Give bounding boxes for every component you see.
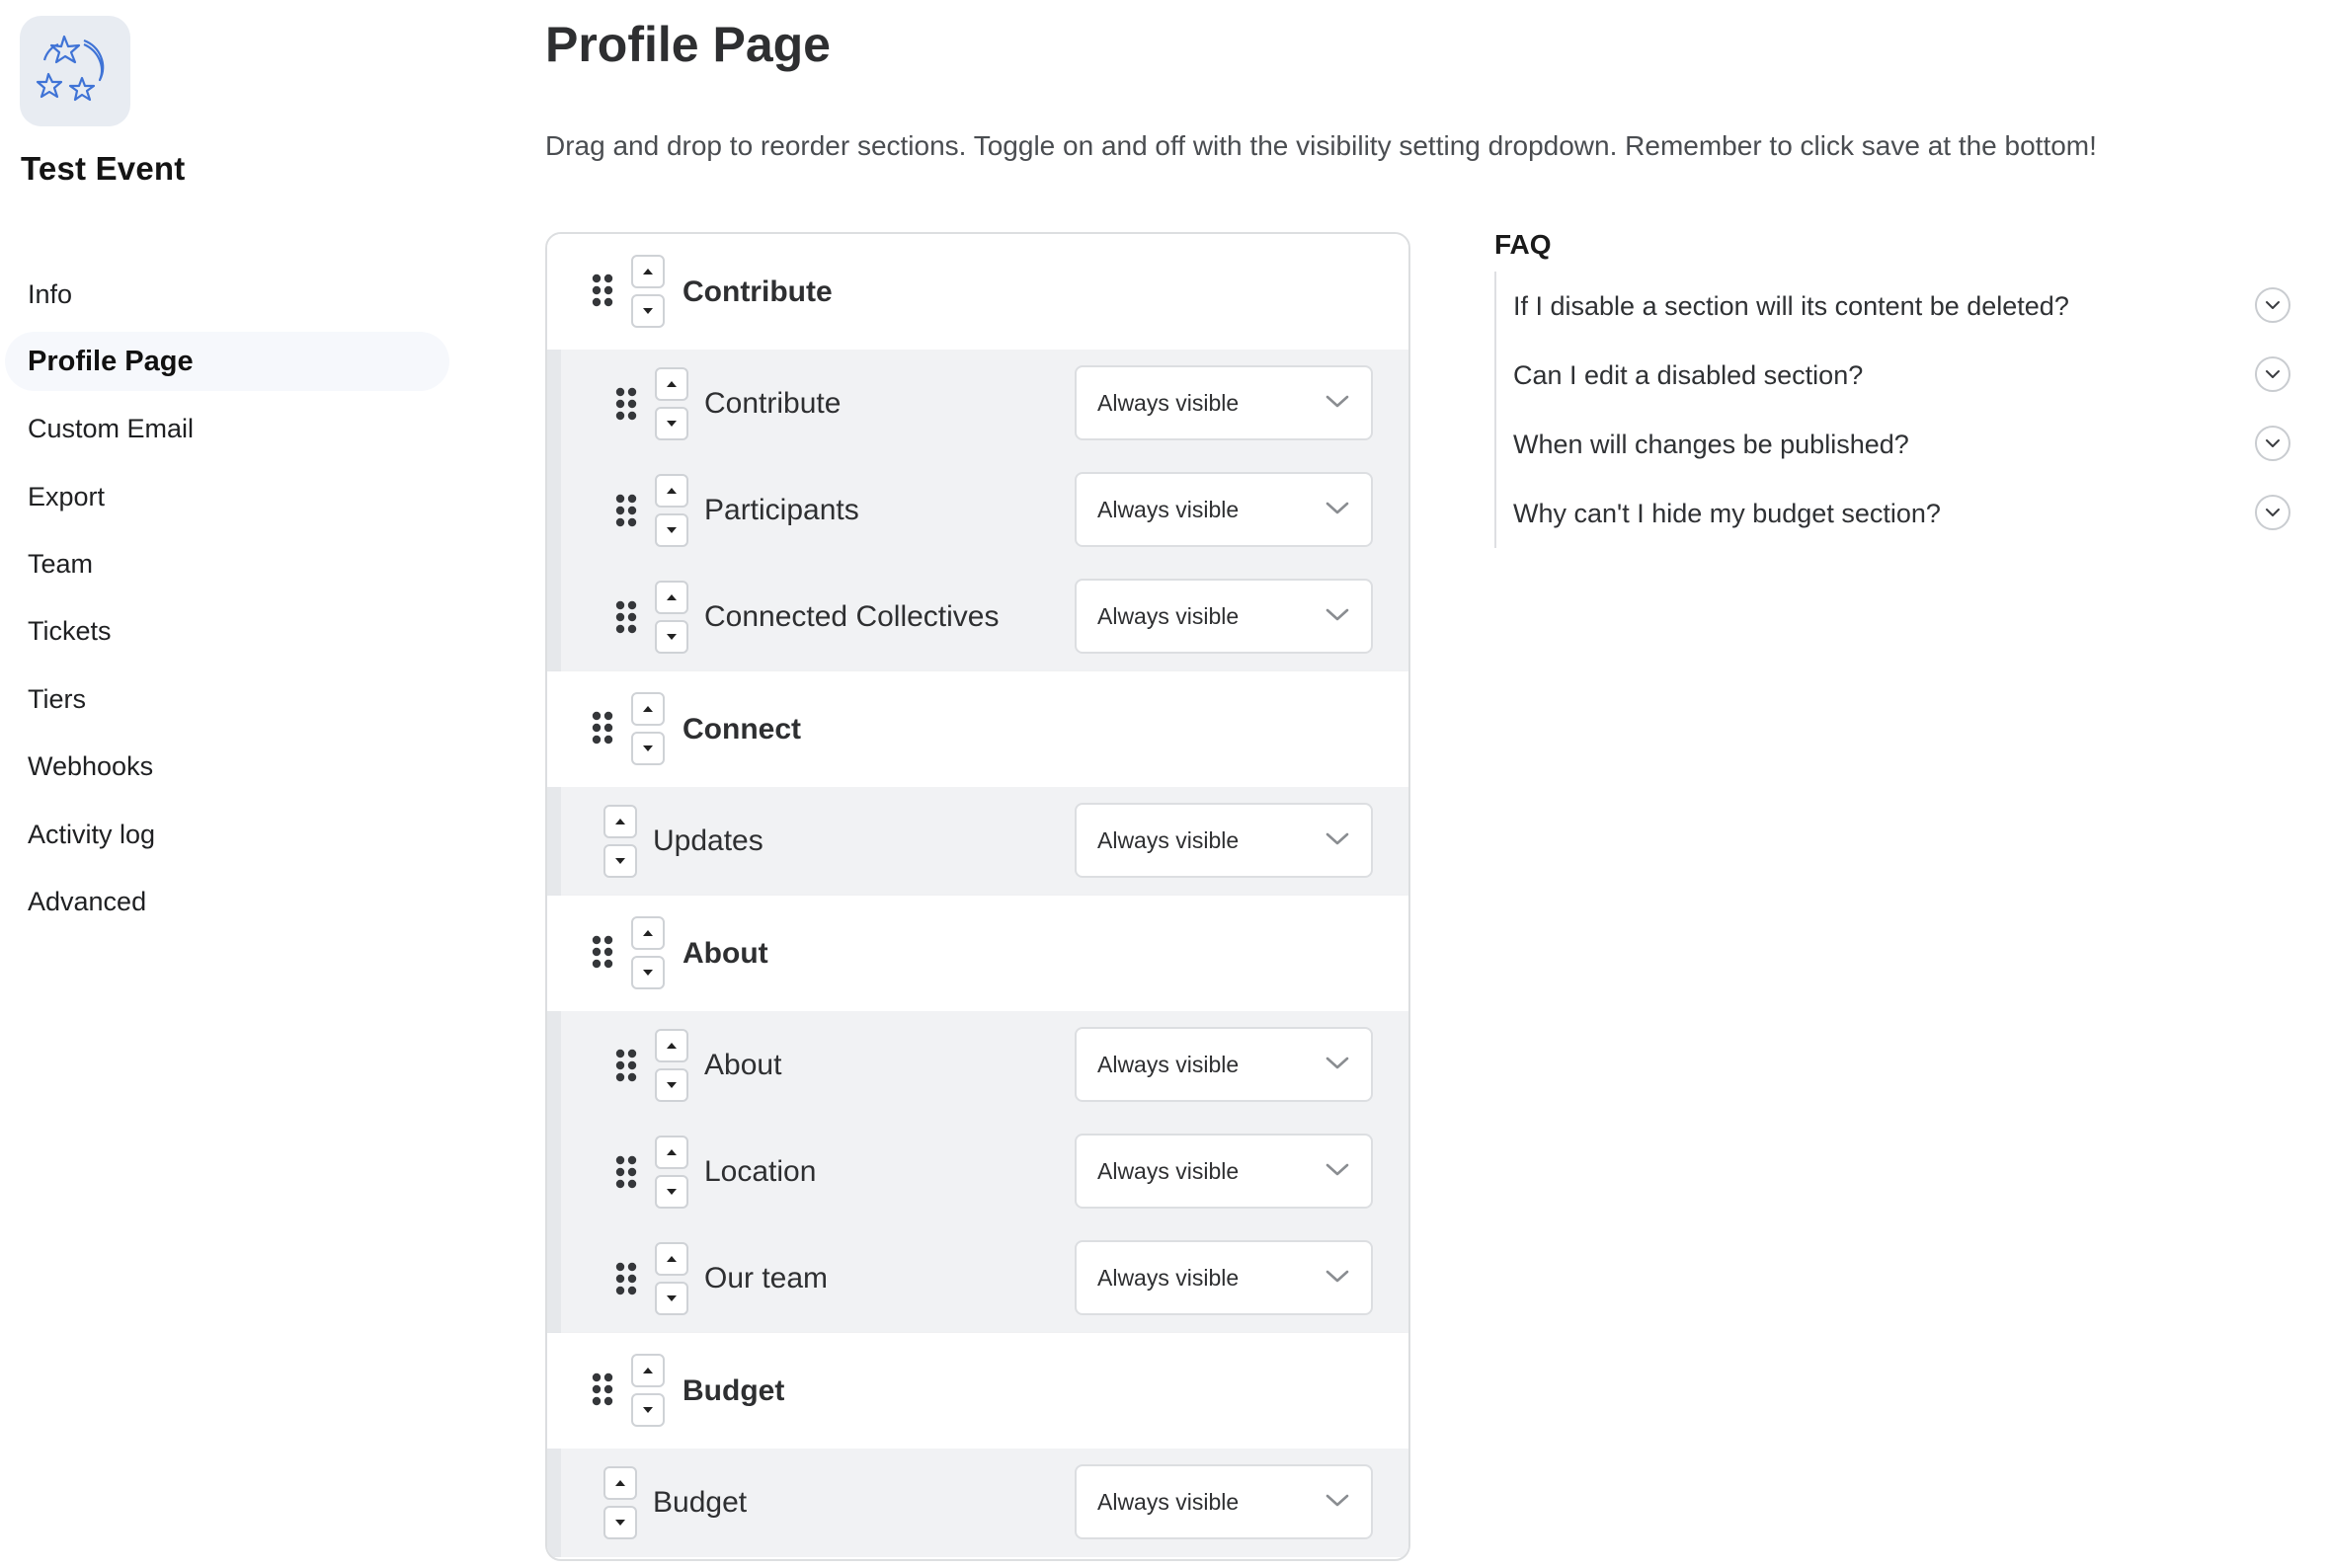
move-up-button[interactable] xyxy=(603,805,637,838)
chevron-down-icon xyxy=(2265,369,2281,379)
faq-question: Can I edit a disabled section? xyxy=(1513,360,1864,390)
visibility-select[interactable] xyxy=(1075,365,1373,440)
visibility-value: Always visible xyxy=(1097,1052,1240,1077)
caret-up-icon xyxy=(642,929,654,937)
caret-down-icon xyxy=(666,1294,678,1302)
move-up-button[interactable] xyxy=(631,692,665,726)
faq-item[interactable] xyxy=(1496,272,2296,341)
chevron-down-icon xyxy=(2265,438,2281,448)
visibility-value: Always visible xyxy=(1097,1489,1240,1515)
chevron-down-icon xyxy=(1325,1493,1349,1509)
caret-up-icon xyxy=(614,1479,626,1487)
section-group-about xyxy=(547,896,1408,1011)
visibility-select[interactable] xyxy=(1075,472,1373,547)
section-items xyxy=(547,787,1408,896)
expand-toggle[interactable] xyxy=(2255,287,2290,323)
reorder-buttons xyxy=(631,692,665,765)
visibility-select[interactable] xyxy=(1075,1464,1373,1539)
move-up-button[interactable] xyxy=(655,581,688,614)
page-description: Drag and drop to reorder sections. Toggle on and off with the visibility setting dropdown. Remember to click save at the bottom! xyxy=(545,130,2097,161)
visibility-value: Always visible xyxy=(1097,390,1240,416)
page-title: Profile Page xyxy=(545,17,831,72)
drag-handle-icon[interactable] xyxy=(592,274,613,307)
caret-up-icon xyxy=(666,593,678,601)
expand-toggle[interactable] xyxy=(2255,426,2290,461)
chevron-down-icon xyxy=(1325,831,1349,847)
chevron-down-icon xyxy=(1325,1056,1349,1071)
section-item xyxy=(561,1225,1408,1332)
reorder-buttons xyxy=(655,1242,688,1315)
section-item-label: About xyxy=(704,1049,782,1081)
sections-panel xyxy=(545,232,1410,1561)
move-down-button[interactable] xyxy=(655,1282,688,1315)
caret-up-icon xyxy=(666,380,678,388)
caret-up-icon xyxy=(642,705,654,713)
drag-handle-icon[interactable] xyxy=(615,1155,637,1189)
section-group-budget xyxy=(547,1333,1408,1449)
settings-nav xyxy=(5,265,449,940)
move-up-button[interactable] xyxy=(631,1354,665,1387)
reorder-buttons xyxy=(631,916,665,989)
chevron-down-icon xyxy=(1325,1269,1349,1285)
visibility-value: Always visible xyxy=(1097,497,1240,522)
drag-handle-icon[interactable] xyxy=(615,1049,637,1082)
sidebar-item-info[interactable]: Info xyxy=(28,278,73,309)
drag-handle-icon[interactable] xyxy=(615,494,637,527)
move-up-button[interactable] xyxy=(631,255,665,288)
faq-question: If I disable a section will its content be deleted? xyxy=(1513,291,2069,321)
sidebar-item-tickets[interactable]: Tickets xyxy=(28,616,112,647)
caret-up-icon xyxy=(666,1042,678,1050)
chevron-down-icon xyxy=(1325,1162,1349,1178)
faq-item[interactable] xyxy=(1496,410,2296,479)
section-item xyxy=(561,457,1408,564)
chevron-down-icon xyxy=(1325,501,1349,516)
visibility-value: Always visible xyxy=(1097,1265,1240,1291)
caret-down-icon xyxy=(642,1406,654,1414)
drag-handle-icon[interactable] xyxy=(592,935,613,969)
section-item-label: Connected Collectives xyxy=(704,600,1000,633)
section-items xyxy=(547,350,1408,671)
reorder-buttons xyxy=(631,1354,665,1427)
caret-down-icon xyxy=(666,526,678,534)
visibility-select[interactable] xyxy=(1075,579,1373,654)
caret-up-icon xyxy=(666,1255,678,1263)
move-up-button[interactable] xyxy=(655,1242,688,1276)
visibility-value: Always visible xyxy=(1097,1158,1240,1184)
sidebar-item-custom-email[interactable]: Custom Email xyxy=(28,414,195,444)
caret-down-icon xyxy=(666,420,678,428)
faq-item[interactable] xyxy=(1496,341,2296,410)
caret-down-icon xyxy=(614,1519,626,1527)
expand-toggle[interactable] xyxy=(2255,495,2290,530)
caret-down-icon xyxy=(666,1081,678,1089)
section-group-title: About xyxy=(683,937,768,970)
section-items xyxy=(547,1011,1408,1333)
section-item xyxy=(561,1012,1408,1119)
event-logo xyxy=(20,16,130,126)
sidebar-item-team[interactable]: Team xyxy=(28,549,94,580)
caret-up-icon xyxy=(642,268,654,275)
sidebar-item-webhooks[interactable]: Webhooks xyxy=(28,751,154,782)
drag-handle-icon[interactable] xyxy=(615,387,637,421)
move-down-button[interactable] xyxy=(631,1393,665,1427)
section-item xyxy=(561,564,1408,670)
move-up-button[interactable] xyxy=(655,1136,688,1169)
drag-handle-icon[interactable] xyxy=(615,600,637,634)
visibility-select[interactable] xyxy=(1075,803,1373,878)
faq-item[interactable] xyxy=(1496,479,2296,548)
event-name: Test Event xyxy=(21,150,186,187)
move-down-button[interactable] xyxy=(655,513,688,547)
move-up-button[interactable] xyxy=(631,916,665,950)
reorder-buttons xyxy=(655,1029,688,1102)
move-down-button[interactable] xyxy=(631,294,665,328)
faq-question: When will changes be published? xyxy=(1513,430,1909,459)
section-item-label: Updates xyxy=(653,824,763,857)
sidebar-item-activity-log[interactable]: Activity log xyxy=(28,819,156,849)
chevron-down-icon xyxy=(2265,508,2281,517)
visibility-value: Always visible xyxy=(1097,827,1240,853)
section-item xyxy=(561,351,1408,457)
visibility-select[interactable] xyxy=(1075,1027,1373,1102)
move-down-button[interactable] xyxy=(631,732,665,765)
reorder-buttons xyxy=(655,367,688,440)
move-down-button[interactable] xyxy=(655,407,688,440)
section-group-contribute xyxy=(547,234,1408,350)
chevron-down-icon xyxy=(1325,607,1349,623)
reorder-buttons xyxy=(655,581,688,654)
section-item-label: Location xyxy=(704,1155,817,1188)
reorder-buttons xyxy=(655,474,688,547)
move-up-button[interactable] xyxy=(655,1029,688,1062)
section-item xyxy=(561,1119,1408,1225)
drag-handle-icon[interactable] xyxy=(615,1262,637,1295)
move-up-button[interactable] xyxy=(655,474,688,508)
section-group-title: Budget xyxy=(683,1374,785,1407)
visibility-value: Always visible xyxy=(1097,603,1240,629)
stars-logo-icon xyxy=(35,31,116,112)
caret-up-icon xyxy=(642,1367,654,1374)
caret-down-icon xyxy=(642,307,654,315)
visibility-select[interactable] xyxy=(1075,1240,1373,1315)
faq-title: FAQ xyxy=(1494,229,1552,260)
reorder-buttons xyxy=(603,805,637,878)
section-item-label: Participants xyxy=(704,494,859,526)
move-down-button[interactable] xyxy=(655,620,688,654)
move-up-button[interactable] xyxy=(655,367,688,401)
faq-question: Why can't I hide my budget section? xyxy=(1513,499,1941,528)
section-item xyxy=(561,1450,1408,1556)
move-down-button[interactable] xyxy=(655,1068,688,1102)
section-item-label: Budget xyxy=(653,1486,748,1519)
move-down-button[interactable] xyxy=(603,844,637,878)
reorder-buttons xyxy=(603,1466,637,1539)
move-up-button[interactable] xyxy=(603,1466,637,1500)
chevron-down-icon xyxy=(1325,394,1349,410)
move-down-button[interactable] xyxy=(603,1506,637,1539)
caret-down-icon xyxy=(666,633,678,641)
sidebar-item-tiers[interactable]: Tiers xyxy=(28,683,86,714)
visibility-select[interactable] xyxy=(1075,1134,1373,1209)
reorder-buttons xyxy=(655,1136,688,1209)
move-down-button[interactable] xyxy=(631,956,665,989)
section-group-title: Connect xyxy=(683,713,801,745)
section-item xyxy=(561,788,1408,895)
section-item-label: Our team xyxy=(704,1262,829,1294)
section-item-label: Contribute xyxy=(704,387,842,420)
reorder-buttons xyxy=(631,255,665,328)
section-items xyxy=(547,1449,1408,1557)
sidebar-item-profile-page[interactable]: Profile Page xyxy=(5,332,449,391)
caret-down-icon xyxy=(642,745,654,752)
faq-list xyxy=(1494,272,2296,548)
move-down-button[interactable] xyxy=(655,1175,688,1209)
sidebar-item-advanced[interactable]: Advanced xyxy=(28,887,147,917)
chevron-down-icon xyxy=(2265,300,2281,310)
caret-down-icon xyxy=(642,969,654,977)
section-group-connect xyxy=(547,671,1408,787)
caret-up-icon xyxy=(614,818,626,825)
caret-down-icon xyxy=(666,1188,678,1196)
sidebar-item-export[interactable]: Export xyxy=(28,481,106,511)
caret-up-icon xyxy=(666,1148,678,1156)
caret-down-icon xyxy=(614,857,626,865)
section-group-title: Contribute xyxy=(683,275,833,308)
drag-handle-icon[interactable] xyxy=(592,711,613,745)
drag-handle-icon[interactable] xyxy=(592,1372,613,1406)
caret-up-icon xyxy=(666,487,678,495)
expand-toggle[interactable] xyxy=(2255,356,2290,392)
